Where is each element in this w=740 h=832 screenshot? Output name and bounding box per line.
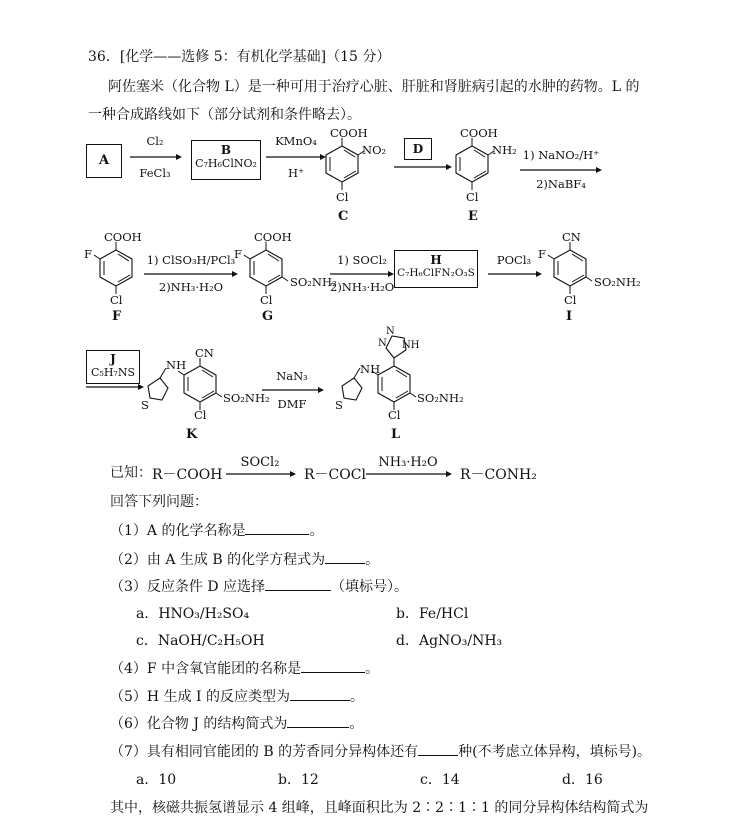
intro-line-2: 一种合成路线如下（部分试剂和条件略去）。 [88, 107, 361, 123]
question-6-text: （6）化合物 J 的结构简式为 [110, 716, 288, 732]
compound-F-label: F [112, 309, 122, 324]
g-f: F [234, 247, 242, 261]
condition-D-box: D [404, 138, 432, 160]
answer-blank-7[interactable] [418, 741, 458, 756]
f-cl: Cl [110, 293, 123, 307]
compound-H-label: H [430, 253, 442, 267]
watermark [0, 40, 8, 72]
compound-A-box: A [86, 144, 122, 178]
reagent-3-bottom: 2)NaBF₄ [536, 177, 586, 191]
arrow-8 [86, 382, 146, 392]
reagent-1-bottom: FeCl₃ [139, 166, 171, 180]
compound-B-formula: C₇H₆ClNO₂ [195, 157, 257, 170]
answer-intro: 回答下列问题： [110, 494, 208, 510]
reagent-2-bottom: H⁺ [287, 166, 305, 180]
l-nh: NH [360, 362, 381, 376]
question-5-end: 。 [350, 689, 364, 705]
c-cl: Cl [336, 190, 349, 204]
l-tetrazole-n1: N [386, 326, 395, 337]
answer-blank-5[interactable] [290, 686, 350, 701]
question-4-end: 。 [365, 661, 380, 677]
compound-C-label: C [338, 209, 349, 224]
question-6 [110, 713, 363, 733]
compound-B-box [191, 140, 261, 180]
arrow-2 [266, 152, 326, 162]
l-tetrazole-nh: NH [402, 340, 420, 351]
compound-G-label: G [262, 309, 274, 324]
known-reagent-2: NH₃·H₂O [378, 455, 438, 470]
l-tetrazole-n2: N [378, 338, 387, 349]
question-6-end: 。 [349, 716, 364, 732]
intro-line-1: 阿佐塞米（化合物 L）是一种可用于治疗心脏、肝脏和肾脏病引起的水肿的药物。L 的 [108, 79, 640, 95]
q3-option-d: d．AgNO₃/NH₃ [396, 633, 503, 649]
answer-blank-3[interactable] [265, 576, 331, 591]
q7-option-c: c．14 [420, 772, 460, 788]
q3-option-a: a．HNO₃/H₂SO₄ [136, 606, 250, 622]
f-cooh: COOH [104, 230, 142, 244]
arrow-3 [394, 162, 454, 172]
i-f: F [538, 247, 546, 261]
answer-blank-4[interactable] [301, 658, 365, 673]
compound-J-formula: C₅H₇NS [91, 366, 135, 379]
question-7 [110, 741, 651, 761]
question-7-end: 种(不考虑立体异构，填标号)。 [458, 744, 652, 760]
arrow-4 [520, 165, 604, 175]
reagent-7-top: NaN₃ [276, 369, 308, 383]
compound-H-box [394, 250, 478, 288]
reagent-1-top: Cl₂ [146, 134, 164, 148]
g-so2nh2: SO₂NH₂ [290, 275, 337, 289]
reagent-6-top: POCl₃ [496, 253, 532, 267]
question-2-text: （2）由 A 生成 B 的化学方程式为 [110, 552, 326, 568]
arrow-7 [488, 269, 544, 279]
known-prefix: 已知： [110, 465, 152, 481]
question-1-text: （1）A 的化学名称是 [110, 523, 246, 539]
arrow-6 [330, 269, 396, 279]
question-2-end: 。 [365, 552, 380, 568]
known-arrow-1 [226, 469, 298, 479]
g-cooh: COOH [254, 230, 292, 244]
f-f: F [84, 247, 92, 261]
c-no2: NO₂ [362, 143, 387, 157]
k-cl: Cl [194, 408, 207, 422]
question-3-text: （3）反应条件 D 应选择 [110, 579, 266, 595]
compound-I-structure [546, 228, 616, 308]
compound-I-label: I [566, 309, 573, 324]
i-so2nh2: SO₂NH₂ [594, 275, 641, 289]
question-4-text: （4）F 中含氧官能团的名称是 [110, 661, 302, 677]
e-nh2: NH₂ [492, 143, 517, 157]
question-1 [110, 520, 323, 540]
question-header: 36．[化学——选修 5：有机化学基础]（15 分） [88, 49, 391, 65]
k-so2nh2: SO₂NH₂ [223, 391, 270, 405]
arrow-5 [144, 269, 240, 279]
g-cl: Cl [260, 293, 273, 307]
reagent-3-top: 1) NaNO₂/H⁺ [522, 148, 600, 162]
q7-option-d: d．16 [562, 772, 603, 788]
question-7-text: （7）具有相同官能团的 B 的芳香同分异构体还有 [110, 744, 419, 760]
e-cooh: COOH [460, 126, 498, 140]
reagent-5-top: 1) SOCl₂ [337, 253, 387, 267]
l-cl: Cl [388, 408, 401, 422]
reagent-5-bottom: 2)NH₃·H₂O [330, 280, 395, 294]
final-line: 其中，核磁共振氢谱显示 4 组峰，且峰面积比为 2∶2∶1∶1 的同分异构体结构简式为 [110, 800, 649, 816]
compound-H-formula: C₇H₆ClFN₂O₃S [397, 267, 475, 279]
reagent-7-bottom: DMF [277, 397, 307, 411]
reagent-4-bottom: 2)NH₃·H₂O [158, 280, 224, 294]
compound-E-label: E [468, 209, 478, 224]
known-r-cooh: R－COOH [152, 467, 223, 483]
k-cn: CN [195, 346, 214, 360]
question-4 [110, 658, 379, 678]
arrow-9 [262, 385, 326, 395]
q7-option-a: a．10 [136, 772, 177, 788]
known-arrow-2 [366, 469, 454, 479]
known-r-conh2: R－CONH₂ [460, 467, 537, 483]
k-s: S [141, 398, 149, 412]
k-nh: NH [166, 358, 187, 372]
known-r-cocl: R－COCl [304, 467, 366, 483]
question-1-end: 。 [309, 523, 324, 539]
compound-L-label: L [391, 427, 401, 442]
i-cn: CN [562, 230, 581, 244]
answer-blank-1[interactable] [245, 520, 309, 535]
question-5 [110, 686, 364, 706]
compound-J-box [86, 350, 140, 384]
question-3-end: （填标号）。 [331, 579, 409, 595]
c-cooh: COOH [330, 126, 368, 140]
question-2 [110, 549, 379, 569]
reagent-4-top: 1) ClSO₃H/PCl₃ [146, 253, 236, 267]
i-cl: Cl [564, 293, 577, 307]
known-reagent-1: SOCl₂ [240, 455, 280, 470]
l-so2nh2: SO₂NH₂ [417, 391, 464, 405]
answer-blank-2[interactable] [325, 549, 365, 564]
arrow-1 [130, 152, 180, 162]
answer-blank-6[interactable] [287, 713, 349, 728]
compound-K-label: K [186, 427, 198, 442]
question-3 [110, 576, 408, 596]
question-5-text: （5）H 生成 I 的反应类型为 [110, 689, 290, 705]
q7-option-b: b．12 [278, 772, 319, 788]
compound-J-label: J [110, 352, 116, 366]
compound-B-label: B [220, 143, 232, 157]
q3-option-b: b．Fe/HCl [396, 606, 469, 622]
reagent-2-top: KMnO₄ [275, 134, 317, 148]
l-s: S [335, 398, 343, 412]
q3-option-c: c．NaOH/C₂H₅OH [136, 633, 265, 649]
e-cl: Cl [466, 190, 479, 204]
